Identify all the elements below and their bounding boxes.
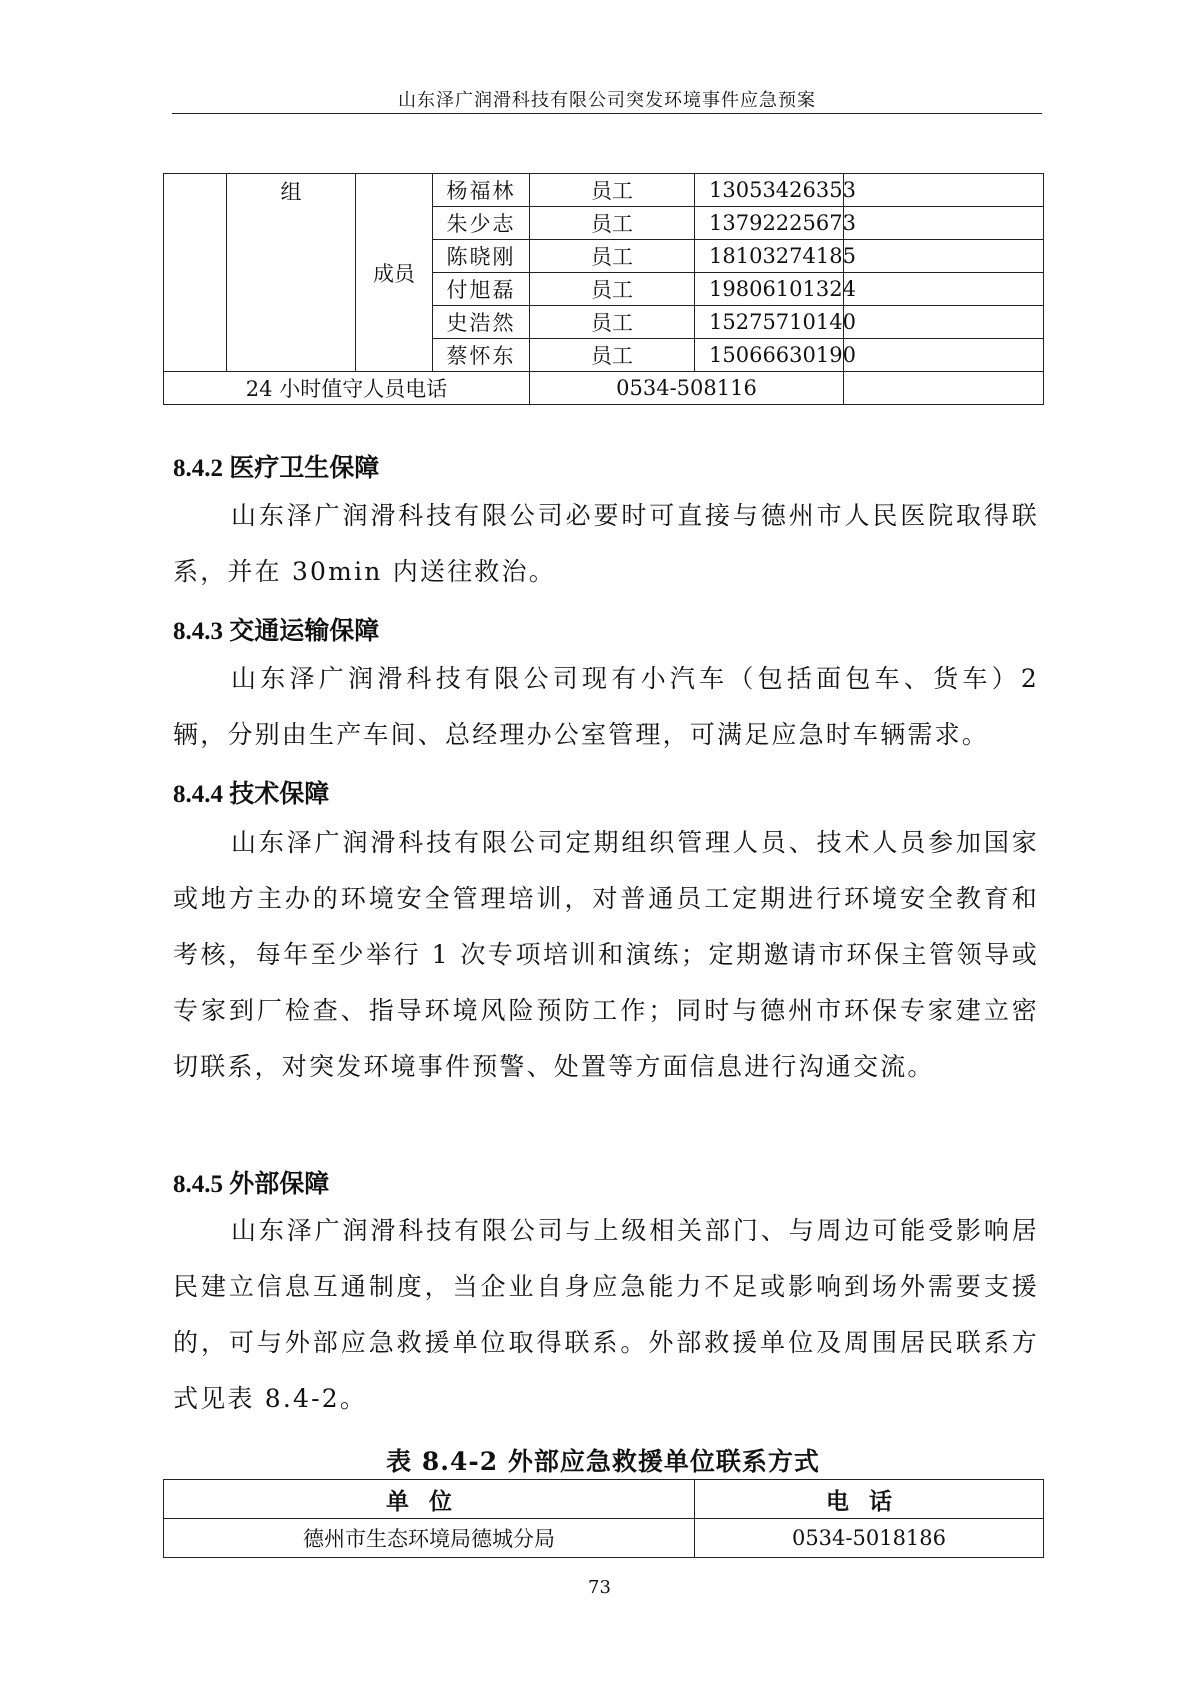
member-role: 员工 <box>530 273 695 306</box>
member-name: 史浩然 <box>433 306 530 339</box>
page-header-title: 山东泽广润滑科技有限公司突发环境事件应急预案 <box>398 90 816 111</box>
external-rescue-table <box>163 1479 1044 1558</box>
column-header-unit: 单位 <box>164 1480 695 1519</box>
unit-phone: 0534-5018186 <box>695 1519 1044 1558</box>
blank-cell <box>844 372 1044 405</box>
table-row <box>164 1519 1044 1558</box>
section-heading-transport: 8.4.3 交通运输保障 <box>173 618 380 645</box>
member-role: 员工 <box>530 339 695 372</box>
member-name: 朱少志 <box>433 207 530 240</box>
paragraph-text: 山东泽广润滑科技有限公司必要时可直接与德州市人民医院取得联系，并在 30min 内送往救治。 <box>173 501 1039 586</box>
section-heading-medical: 8.4.2 医疗卫生保障 <box>173 455 380 482</box>
member-phone: 18103274185 <box>695 240 844 273</box>
section-text-technical <box>173 815 1039 1095</box>
member-phone: 13792225673 <box>695 207 844 240</box>
duty-phone-row <box>164 372 1044 405</box>
section-text-medical <box>173 488 1039 600</box>
blank-cell <box>844 339 1044 372</box>
member-phone: 19806101324 <box>695 273 844 306</box>
member-role: 员工 <box>530 207 695 240</box>
blank-cell <box>844 240 1044 273</box>
paragraph-text: 山东泽广润滑科技有限公司与上级相关部门、与周边可能受影响居民建立信息互通制度，当企业自身应急能力不足或影响到场外需要支援的，可与外部应急救援单位取得联系。外部救援单位及周围居民联系方式见表 8.4-2。 <box>173 1216 1039 1413</box>
member-role: 员工 <box>530 240 695 273</box>
header-divider <box>172 113 1042 114</box>
table-row <box>164 174 1044 207</box>
member-label-cell: 成员 <box>356 174 433 372</box>
member-phone: 13053426353 <box>695 174 844 207</box>
page-number: 73 <box>588 1577 611 1598</box>
column-header-phone: 电话 <box>695 1480 1044 1519</box>
blank-cell <box>844 306 1044 339</box>
paragraph-text: 山东泽广润滑科技有限公司现有小汽车（包括面包车、货车）2 辆，分别由生产车间、总经理办公室管理，可满足应急时车辆需求。 <box>173 664 1039 749</box>
member-phone: 15275710140 <box>695 306 844 339</box>
blank-cell <box>844 174 1044 207</box>
member-phone: 15066630190 <box>695 339 844 372</box>
member-name: 蔡怀东 <box>433 339 530 372</box>
blank-cell <box>844 207 1044 240</box>
blank-cell <box>164 174 227 372</box>
table-header-row <box>164 1480 1044 1519</box>
unit-name: 德州市生态环境局德城分局 <box>164 1519 695 1558</box>
emergency-contact-table <box>163 173 1044 405</box>
table-caption: 表 8.4-2 外部应急救援单位联系方式 <box>386 1447 820 1476</box>
duty-phone-label: 24 小时值守人员电话 <box>164 372 530 405</box>
section-text-transport <box>173 651 1039 763</box>
member-role: 员工 <box>530 306 695 339</box>
section-heading-technical: 8.4.4 技术保障 <box>173 781 330 808</box>
member-name: 杨福林 <box>433 174 530 207</box>
duty-phone-number: 0534-508116 <box>530 372 844 405</box>
member-role: 员工 <box>530 174 695 207</box>
section-text-external <box>173 1203 1039 1427</box>
paragraph-text: 山东泽广润滑科技有限公司定期组织管理人员、技术人员参加国家或地方主办的环境安全管理培训，对普通员工定期进行环境安全教育和考核，每年至少举行 1 次专项培训和演练；定期邀请市环保主管领导或专家到厂检查、指导环境风险预防工作；同时与德州市环保专家建立密切联系，对突发环境事件预警、处置等方面信息进行沟通交流。 <box>173 828 1039 1081</box>
section-heading-external: 8.4.5 外部保障 <box>173 1171 330 1198</box>
blank-cell <box>844 273 1044 306</box>
group-label-cell: 组 <box>227 174 356 372</box>
member-name: 陈晓刚 <box>433 240 530 273</box>
member-name: 付旭磊 <box>433 273 530 306</box>
